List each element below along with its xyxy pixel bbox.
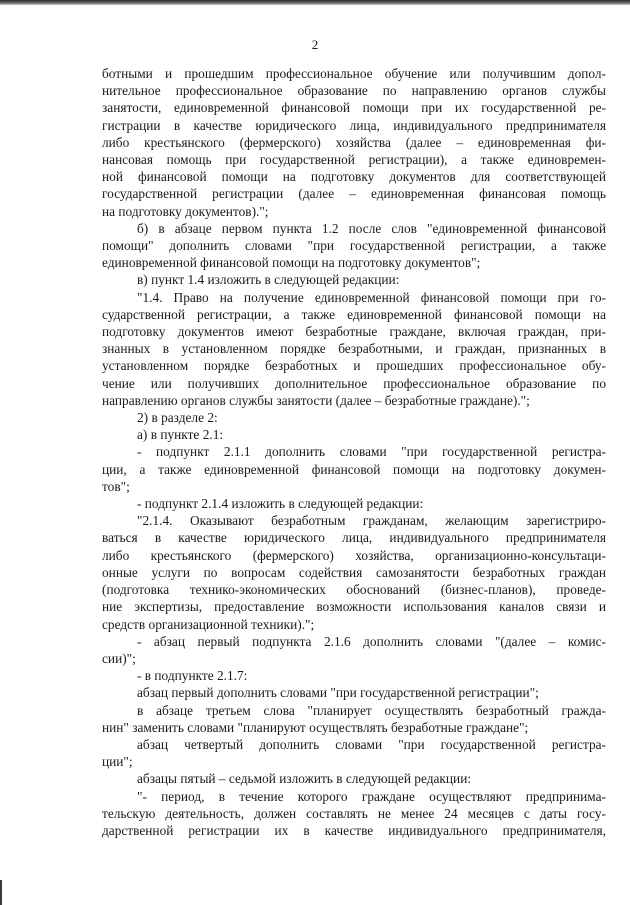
text-line: абзацы пятый – седьмой изложить в следующей редакции: [137, 771, 472, 787]
text-line: онные услуги по вопросам содействия самозанятости безработных граждан [102, 564, 606, 580]
text-line: "2.1.4. Оказывают безработным гражданам, желающим зарегистриро- [137, 513, 606, 529]
text-line: в абзаце третьем слова "планирует осуществлять безработный гражда- [137, 702, 606, 718]
text-line: ние экспертизы, предоставление возможности использования каналов связи и [102, 599, 606, 615]
text-line: направлению органов службы занятости (далее – безработные граждане)."; [102, 392, 530, 408]
text-line: знанных в установленном порядке безработными, и граждан, признанных в [102, 341, 606, 357]
text-line: - абзац первый подпункта 2.1.6 дополнить словами "(далее – комис- [137, 633, 606, 649]
text-line: - в подпункте 2.1.7: [137, 668, 248, 684]
page-number: 2 [311, 37, 319, 52]
scan-edge-top [0, 0, 630, 5]
text-line: тов"; [102, 478, 130, 494]
text-line: тельскую деятельность, должен составлять не менее 24 месяцев с даты госу- [102, 805, 606, 821]
scan-edge-mark [0, 880, 2, 905]
text-line: абзац четвертый дополнить словами "при государственной регистра- [137, 736, 606, 752]
text-line: 2) в разделе 2: [137, 410, 218, 426]
text-line: гистрации в качестве юридического лица, индивидуального предпринимателя [102, 117, 606, 133]
text-line: занятости, единовременной финансовой помощи при их государственной ре- [102, 100, 606, 116]
text-line: - подпункт 2.1.4 изложить в следующей редакции: [137, 496, 424, 512]
text-line: государственной регистрации (далее – единовременная финансовая помощь [102, 186, 606, 202]
text-line: ваться в качестве юридического лица, индивидуального предпринимателя [102, 530, 606, 546]
text-line: на подготовку документов)."; [102, 203, 269, 219]
text-line: абзац первый дополнить словами "при государственной регистрации"; [137, 685, 539, 701]
text-line: ной финансовой помощи на подготовку документов для соответствующей [102, 169, 606, 185]
text-line: а) в пункте 2.1: [137, 427, 224, 443]
text-line: ботными и прошедшим профессиональное обучение или получившим допол- [102, 66, 606, 81]
text-line: нин" заменить словами "планируют осуществлять безработные граждане"; [102, 719, 529, 735]
text-line: (подготовка технико-экономических обоснований (бизнес-планов), проведе- [102, 582, 606, 598]
text-line: "- период, в течение которого граждане осуществляют предпринима- [137, 788, 606, 804]
text-line: в) пункт 1.4 изложить в следующей редакции: [137, 272, 400, 288]
text-line: помощи" дополнить словами "при государственной регистрации, а также [102, 238, 606, 254]
text-line: либо крестьянского (фермерского) хозяйства (далее – единовременная фи- [102, 134, 606, 150]
document-body [102, 65, 606, 839]
text-line: "1.4. Право на получение единовременной финансовой помощи при го- [137, 289, 606, 305]
text-line: дарственной регистрации их в качестве индивидуального предпринимателя, [102, 822, 606, 838]
text-line: сии)"; [102, 650, 136, 666]
text-line: установленном порядке безработных и прошедших профессиональное обу- [102, 358, 606, 374]
text-line: нансовая помощь при государственной регистрации), а также единовремен- [102, 152, 606, 168]
text-line: единовременной финансовой помощи на подготовку документов"; [102, 255, 481, 271]
text-line: средств организационной техники)."; [102, 616, 315, 632]
text-line: ции"; [102, 754, 133, 770]
text-line: подготовку документов имеют безработные граждане, включая граждан, при- [102, 324, 606, 340]
text-line: чение или получивших дополнительное профессиональное образование по [102, 375, 606, 391]
text-line: б) в абзаце первом пункта 1.2 после слов "единовременной финансовой [137, 220, 606, 236]
text-line: либо крестьянского (фермерского) хозяйства, организационно-консультаци- [102, 547, 606, 563]
text-line: - подпункт 2.1.1 дополнить словами "при государственной регистра- [137, 444, 606, 460]
text-line: сударственной регистрации, а также единовременной финансовой помощи на [102, 306, 606, 322]
text-line: ции, а также единовременной финансовой помощи на подготовку докумен- [102, 461, 606, 477]
text-line: нительное профессиональное образование по направлению органов службы [102, 83, 606, 99]
